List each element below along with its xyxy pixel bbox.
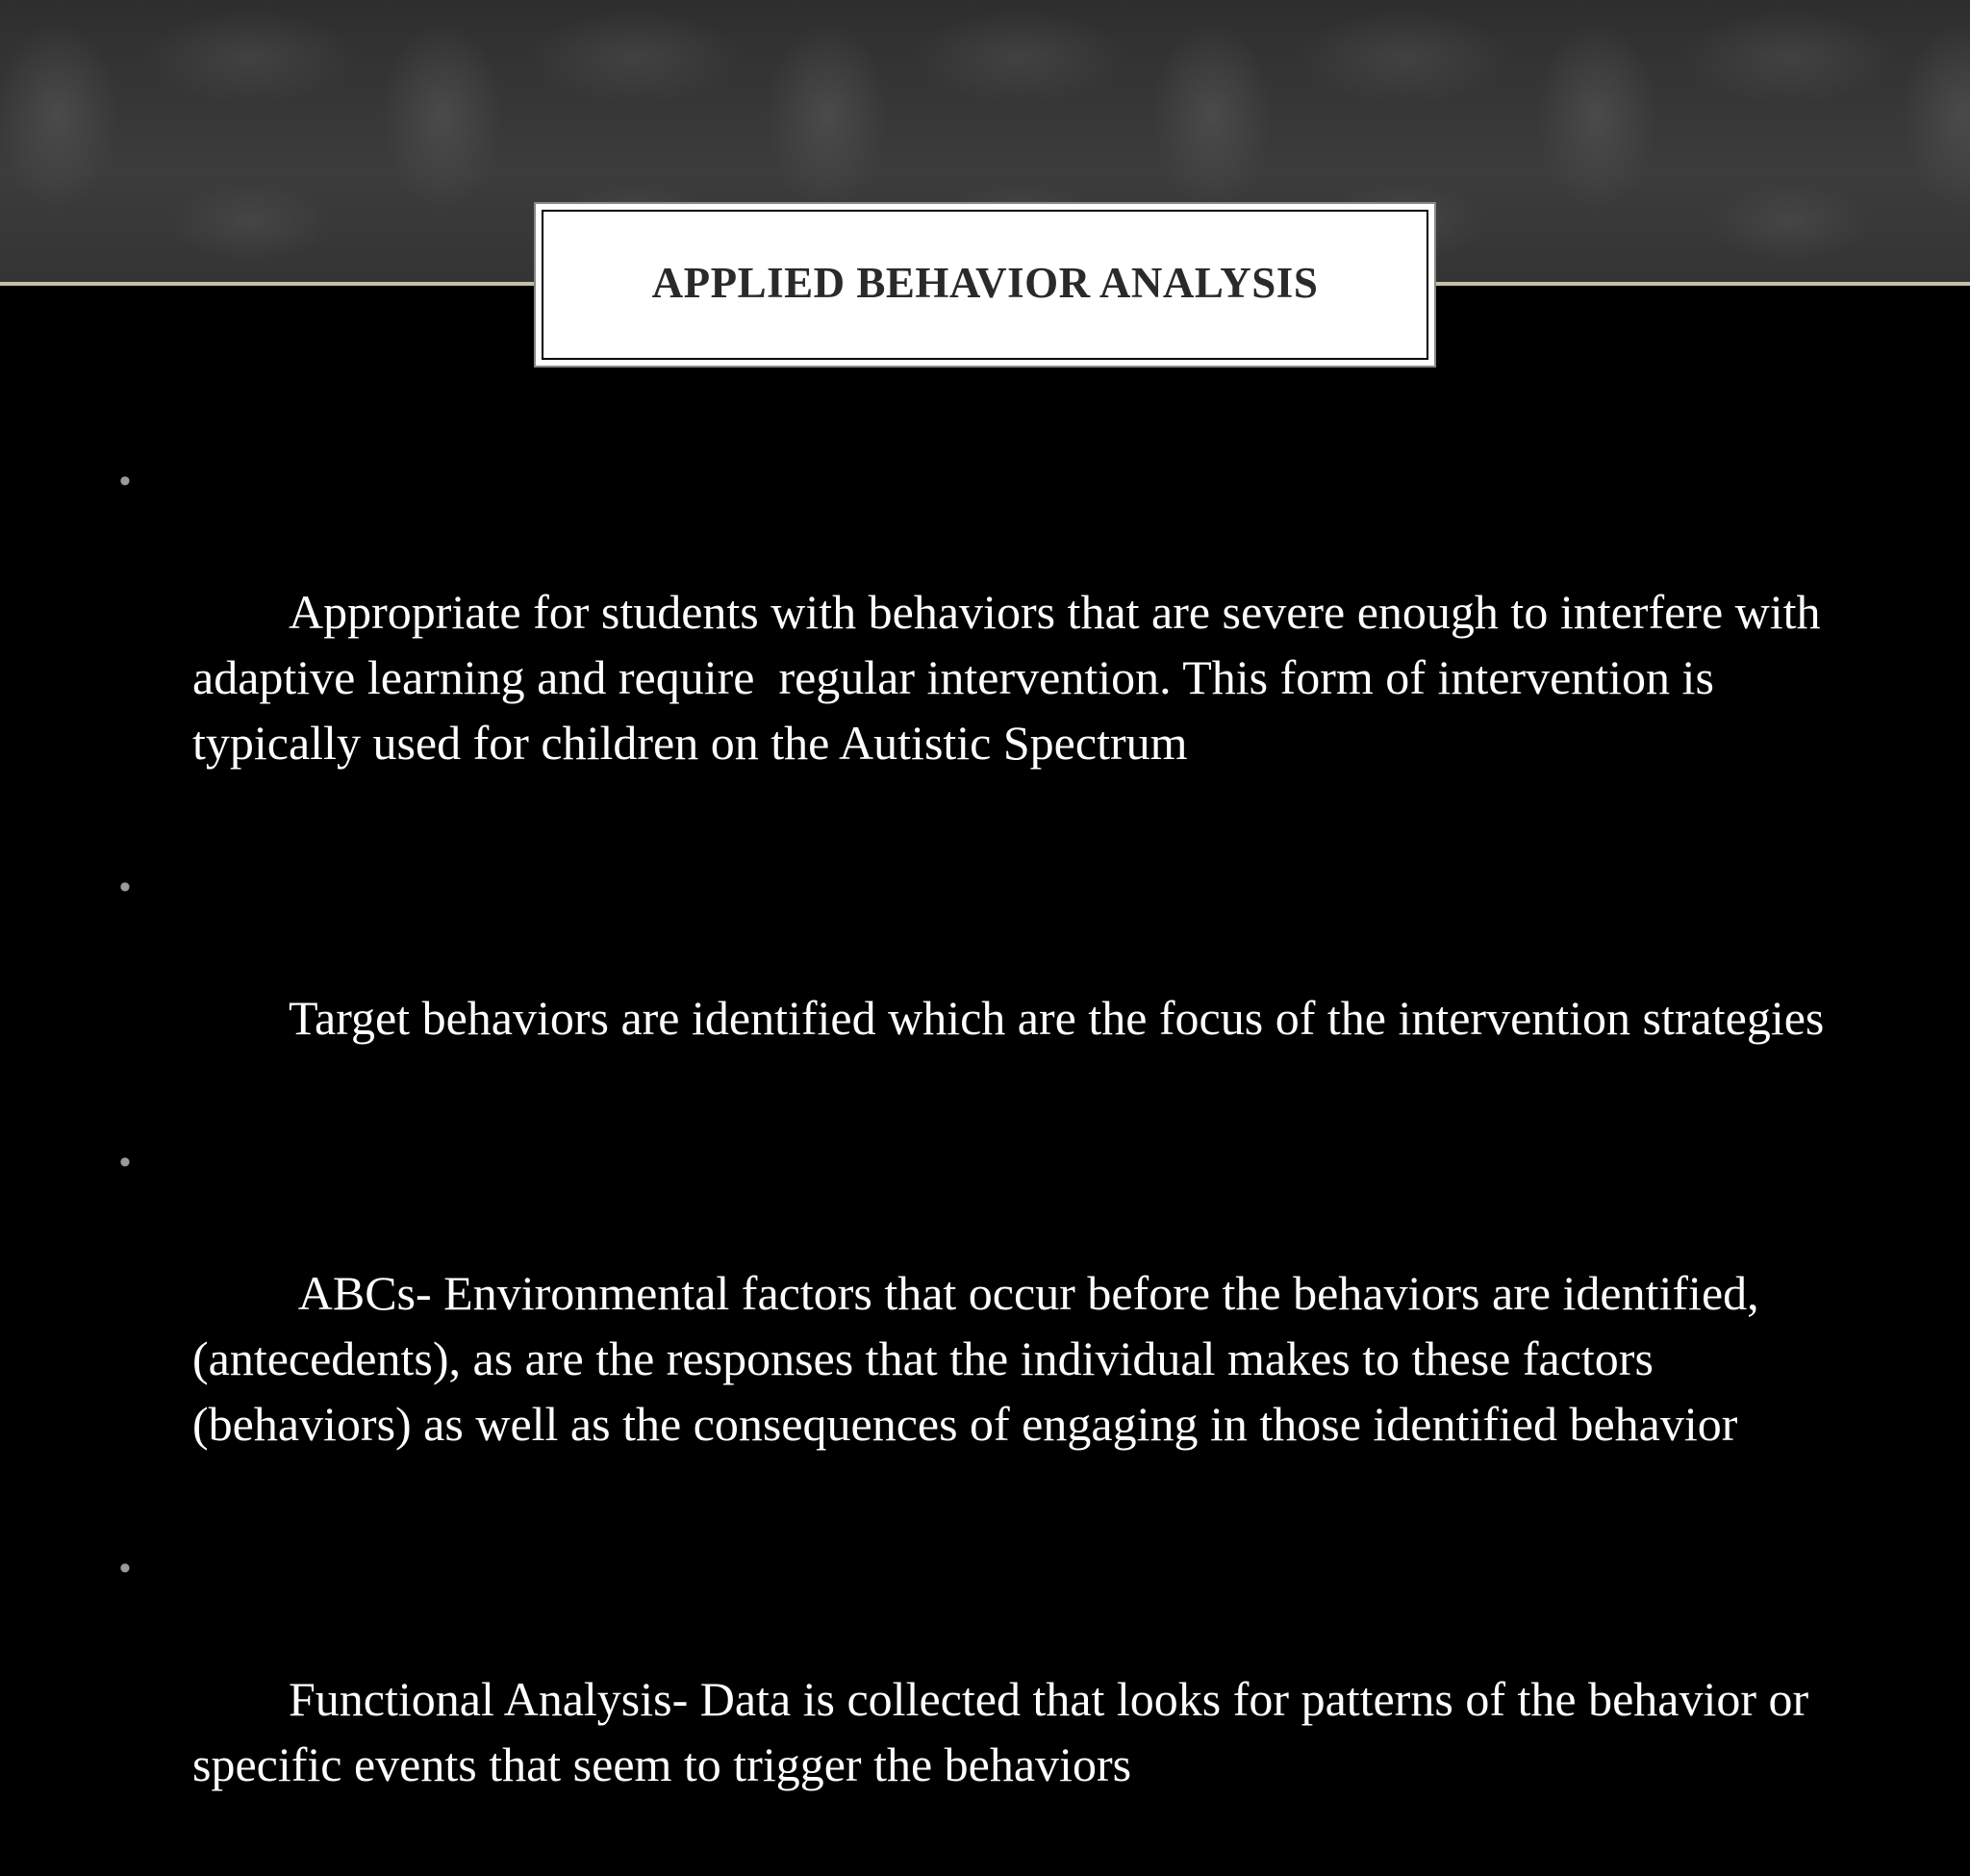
- bullet-list: [115, 448, 1847, 1863]
- bullet-text: Target behaviors are identified which are the focus of the intervention strategies: [289, 991, 1825, 1045]
- bullet-item: [115, 448, 1847, 841]
- bullet-text: Functional Analysis- Data is collected that looks for patterns of the behavior or specific events that seem to trigger the behaviors: [192, 1672, 1821, 1791]
- bullet-item: [115, 1535, 1847, 1863]
- bullet-text: ABCs- Environmental factors that occur before the behaviors are identified, (antecedents), as are the responses that the individual makes to these factors (behaviors) as well as the consequences of engaging in those identified behavior: [192, 1266, 1772, 1451]
- slide-content: [115, 448, 1847, 1876]
- bullet-dot-icon: •: [119, 869, 131, 905]
- title-box: [534, 202, 1436, 368]
- bullet-dot-icon: •: [119, 463, 131, 499]
- bullet-item: [115, 854, 1847, 1116]
- slide-title: APPLIED BEHAVIOR ANALYSIS: [651, 259, 1319, 307]
- title-box-inner-border: [542, 210, 1428, 360]
- bullet-text: Appropriate for students with behaviors that are severe enough to interfere with adaptive learning and require regular intervention. This form of intervention is typically used for children on the Autistic Spectrum: [192, 585, 1833, 770]
- bullet-dot-icon: •: [119, 1550, 131, 1586]
- bullet-item: [115, 1129, 1847, 1522]
- bullet-dot-icon: •: [119, 1144, 131, 1180]
